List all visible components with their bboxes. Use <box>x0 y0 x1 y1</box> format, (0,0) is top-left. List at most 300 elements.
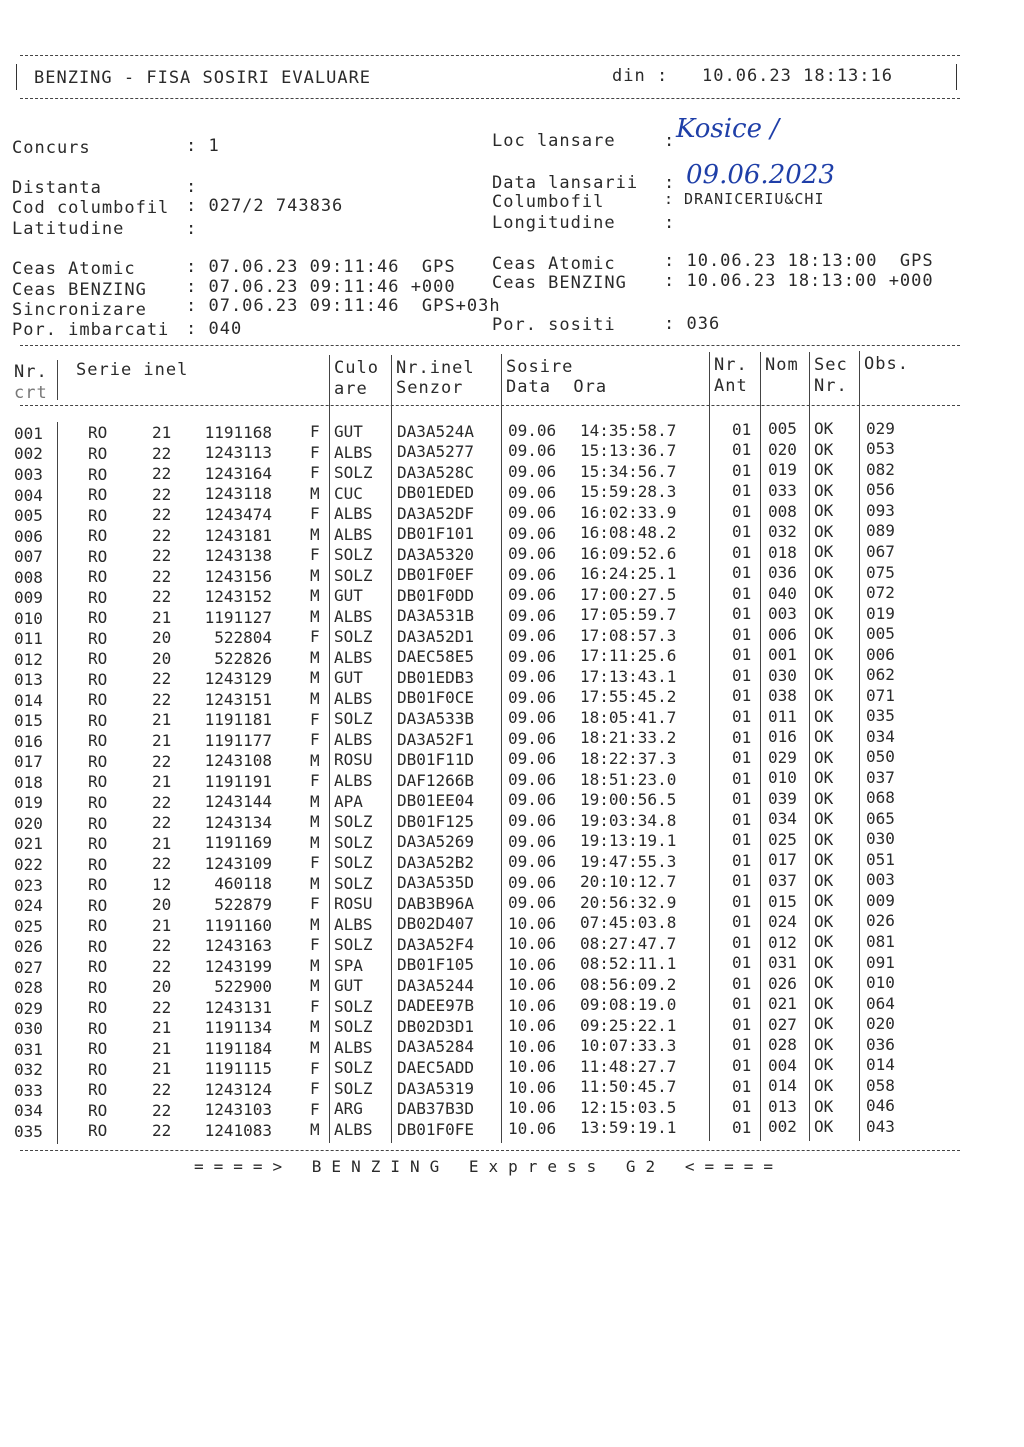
row-date: 10.06 <box>508 1057 557 1077</box>
por-sositi-label: Por. sositi <box>492 315 616 335</box>
col-culoare-2: are <box>334 379 368 399</box>
row-sec: OK <box>814 993 834 1013</box>
row-obs: 030 <box>866 829 895 849</box>
row-year: 21 <box>152 423 172 443</box>
row-country: RO <box>88 731 108 751</box>
row-obs: 056 <box>866 480 895 500</box>
row-nom: 010 <box>768 768 797 788</box>
ceas-benzing-2-value: : 10.06.23 18:13:00 +000 <box>664 271 934 291</box>
row-sec: OK <box>814 419 834 439</box>
row-ant: 01 <box>732 1117 752 1137</box>
row-ring: 1241083 <box>204 1120 272 1140</box>
row-nr: 006 <box>14 526 43 546</box>
row-ring: 1243131 <box>204 997 272 1017</box>
row-sex: F <box>310 422 320 442</box>
row-nom: 030 <box>768 665 797 685</box>
por-imbarcati-label: Por. imbarcati <box>12 320 170 340</box>
row-ring: 1243138 <box>204 546 272 566</box>
row-sensor: DB01F0FE <box>397 1119 475 1139</box>
row-color: ALBS <box>334 606 373 626</box>
row-ring: 1243103 <box>204 1100 272 1120</box>
row-date: 09.06 <box>508 523 557 543</box>
row-color: ROSU <box>334 894 373 914</box>
row-sensor: DAF1266B <box>397 770 475 790</box>
row-color: GUT <box>334 668 363 688</box>
row-ant: 01 <box>732 768 752 788</box>
sincronizare-label: Sincronizare <box>12 300 147 320</box>
row-year: 22 <box>152 587 172 607</box>
row-ant: 01 <box>732 1097 752 1117</box>
row-time: 13:59:19.1 <box>580 1118 677 1138</box>
table-header-rule <box>20 405 960 406</box>
row-obs: 037 <box>866 767 895 787</box>
row-nom: 018 <box>768 542 797 562</box>
row-sec: OK <box>814 891 834 911</box>
row-obs: 009 <box>866 890 895 910</box>
row-sec: OK <box>814 439 834 459</box>
columbofil-label: Columbofil <box>492 192 605 212</box>
row-ring: 1243156 <box>204 566 272 586</box>
row-country: RO <box>88 690 108 710</box>
row-obs: 062 <box>866 665 895 685</box>
row-obs: 014 <box>866 1055 895 1075</box>
row-sensor: DA3A528C <box>397 462 475 482</box>
row-country: RO <box>88 669 108 689</box>
row-sensor: DA3A5284 <box>397 1037 475 1057</box>
table-row <box>0 1116 1024 1144</box>
row-obs: 091 <box>866 952 895 972</box>
row-ant: 01 <box>732 973 752 993</box>
col-nr-inel-2: Senzor <box>396 378 464 398</box>
row-sensor: DA3A5277 <box>397 442 475 462</box>
col-sec-nr-2: Nr. <box>814 376 848 396</box>
row-country: RO <box>88 1080 108 1100</box>
report-date-value: 10.06.23 18:13:16 <box>702 66 893 86</box>
row-sensor: DA3A531B <box>397 606 475 626</box>
row-nom: 039 <box>768 788 797 808</box>
row-obs: 081 <box>866 932 895 952</box>
row-ant: 01 <box>732 481 752 501</box>
row-obs: 026 <box>866 911 895 931</box>
row-color: SOLZ <box>334 832 373 852</box>
row-obs: 068 <box>866 788 895 808</box>
row-sec: OK <box>814 1096 834 1116</box>
row-nr: 018 <box>14 772 43 792</box>
row-ring: 1243144 <box>204 792 272 812</box>
row-nr: 021 <box>14 834 43 854</box>
row-sex: M <box>310 586 320 606</box>
row-sensor: DA3A5269 <box>397 832 475 852</box>
row-sex: F <box>310 1058 320 1078</box>
row-time: 19:03:34.8 <box>580 810 677 830</box>
loc-lansare-sep: : <box>664 131 676 151</box>
row-date: 09.06 <box>508 831 557 851</box>
row-nr: 009 <box>14 588 43 608</box>
row-time: 16:24:25.1 <box>580 564 677 584</box>
ceas-atomic-2-label: Ceas Atomic <box>492 254 616 274</box>
row-ring: 1243113 <box>204 443 272 463</box>
row-sex: M <box>310 689 320 708</box>
row-ring: 1243163 <box>204 936 272 956</box>
row-obs: 075 <box>866 562 895 582</box>
row-year: 22 <box>152 669 172 689</box>
row-color: GUT <box>334 422 363 441</box>
row-ant: 01 <box>732 953 752 973</box>
row-date: 10.06 <box>508 954 557 974</box>
row-sec: OK <box>814 562 834 582</box>
row-sex: M <box>310 976 320 996</box>
row-ant: 01 <box>732 1055 752 1075</box>
row-nom: 037 <box>768 871 797 891</box>
row-ring: 522826 <box>214 648 272 668</box>
row-country: RO <box>88 485 108 505</box>
cod-columbofil-label: Cod columbofil <box>12 198 170 218</box>
row-color: SOLZ <box>334 812 373 832</box>
row-ant: 01 <box>732 604 752 624</box>
row-sex: F <box>310 1099 320 1119</box>
row-year: 22 <box>152 505 172 525</box>
row-nr: 022 <box>14 855 43 874</box>
row-color: CUC <box>334 483 363 503</box>
row-time: 12:15:03.5 <box>580 1097 677 1117</box>
row-country: RO <box>88 587 108 607</box>
row-country: RO <box>88 854 108 874</box>
row-time: 09:25:22.1 <box>580 1015 677 1035</box>
row-date: 09.06 <box>508 852 557 872</box>
row-time: 15:34:56.7 <box>580 461 677 481</box>
row-sex: M <box>310 1037 320 1057</box>
row-year: 22 <box>152 1100 172 1120</box>
row-nr: 029 <box>14 998 43 1018</box>
row-nom: 017 <box>768 850 797 870</box>
row-time: 11:48:27.7 <box>580 1056 677 1076</box>
row-nr: 005 <box>14 506 43 526</box>
row-date: 09.06 <box>508 893 557 913</box>
row-nr: 020 <box>14 813 43 833</box>
row-year: 20 <box>152 895 172 915</box>
row-sec: OK <box>814 1055 834 1075</box>
col-nr-crt-2: crt <box>14 383 48 403</box>
row-country: RO <box>88 505 108 525</box>
ceas-atomic-label: Ceas Atomic <box>12 259 136 279</box>
row-year: 21 <box>152 833 172 853</box>
row-date: 09.06 <box>508 790 557 810</box>
row-year: 22 <box>152 525 172 545</box>
row-sensor: DB01EE04 <box>397 791 475 811</box>
row-ring: 1191169 <box>204 833 272 853</box>
row-nom: 031 <box>768 953 797 973</box>
col-nr-crt-1: Nr. <box>14 362 48 382</box>
cod-columbofil-value: : 027/2 743836 <box>186 196 344 216</box>
row-obs: 006 <box>866 644 895 664</box>
row-date: 09.06 <box>508 708 557 728</box>
col-sosire-1: Sosire <box>506 357 574 377</box>
row-color: SOLZ <box>334 935 373 955</box>
row-ant: 01 <box>732 748 752 768</box>
row-ring: 1243129 <box>204 669 272 689</box>
row-time: 18:21:33.2 <box>580 728 677 748</box>
row-country: RO <box>88 957 108 977</box>
row-sec: OK <box>814 521 834 541</box>
row-nr: 002 <box>14 444 43 464</box>
row-year: 22 <box>152 1079 172 1099</box>
row-nr: 027 <box>14 957 43 977</box>
row-sensor: DA3A524A <box>397 421 475 441</box>
row-nom: 034 <box>768 809 797 829</box>
row-ant: 01 <box>732 1076 752 1096</box>
row-date: 09.06 <box>508 769 557 789</box>
row-ring: 1191181 <box>204 710 272 730</box>
row-sex: F <box>310 730 320 750</box>
row-country: RO <box>88 628 108 648</box>
row-sensor: DA3A52D1 <box>397 626 475 646</box>
row-color: SOLZ <box>334 996 373 1016</box>
row-ant: 01 <box>732 542 752 562</box>
row-color: SOLZ <box>334 709 373 729</box>
row-color: SOLZ <box>334 873 373 893</box>
row-obs: 067 <box>866 541 895 561</box>
row-sensor: DA3A535D <box>397 873 475 893</box>
row-ant: 01 <box>732 891 752 911</box>
row-time: 18:22:37.3 <box>580 748 677 768</box>
row-sec: OK <box>814 542 834 562</box>
row-ant: 01 <box>732 460 752 480</box>
col-nr-inel-1: Nr.inel <box>396 358 475 378</box>
row-nom: 011 <box>768 706 797 726</box>
row-sensor: DB01F105 <box>397 955 475 975</box>
row-sec: OK <box>814 727 834 747</box>
row-nom: 033 <box>768 480 797 500</box>
row-date: 10.06 <box>508 1036 557 1056</box>
row-sec: OK <box>814 850 834 870</box>
ceas-atomic-2-value: : 10.06.23 18:13:00 GPS <box>664 251 934 271</box>
row-sex: M <box>310 812 320 832</box>
row-obs: 053 <box>866 439 895 459</box>
ceas-atomic-value: : 07.06.23 09:11:46 GPS <box>186 257 456 277</box>
row-sensor: DAEC5ADD <box>397 1057 475 1077</box>
row-date: 09.06 <box>508 872 557 892</box>
row-time: 17:55:45.2 <box>580 687 677 707</box>
row-year: 22 <box>152 751 172 771</box>
row-nr: 004 <box>14 485 43 505</box>
row-nr: 011 <box>14 629 43 649</box>
row-sec: OK <box>814 973 834 993</box>
row-year: 22 <box>152 813 172 833</box>
row-sensor: DAB37B3D <box>397 1099 475 1119</box>
row-sensor: DB02D3D1 <box>397 1016 475 1036</box>
row-country: RO <box>88 1100 108 1120</box>
row-ant: 01 <box>732 707 752 726</box>
row-obs: 036 <box>866 1034 895 1054</box>
ceas-benzing-value: : 07.06.23 09:11:46 +000 <box>186 277 456 297</box>
row-year: 22 <box>152 997 172 1017</box>
row-ring: 1243199 <box>204 956 272 976</box>
row-nom: 008 <box>768 501 797 521</box>
row-country: RO <box>88 1018 108 1038</box>
row-date: 09.06 <box>508 626 557 646</box>
row-country: RO <box>88 916 108 936</box>
row-ring: 1243181 <box>204 525 272 545</box>
row-nom: 003 <box>768 604 797 624</box>
row-ant: 01 <box>732 583 752 603</box>
row-date: 10.06 <box>508 934 557 954</box>
row-time: 10:07:33.3 <box>580 1036 677 1056</box>
row-nom: 025 <box>768 829 797 849</box>
row-sex: F <box>310 545 320 565</box>
row-color: ROSU <box>334 750 373 770</box>
row-date: 09.06 <box>508 749 557 769</box>
row-ring: 1243118 <box>204 484 272 504</box>
row-sex: M <box>310 1120 320 1140</box>
sincronizare-value: : 07.06.23 09:11:46 GPS+03h <box>186 296 501 316</box>
row-ring: 1243474 <box>204 504 272 524</box>
row-nom: 015 <box>768 891 797 911</box>
row-color: SOLZ <box>334 1078 373 1098</box>
row-time: 15:13:36.7 <box>580 441 677 461</box>
row-time: 17:11:25.6 <box>580 646 677 666</box>
row-country: RO <box>88 710 108 730</box>
row-sec: OK <box>814 1014 834 1034</box>
row-sex: M <box>310 606 320 626</box>
row-date: 10.06 <box>508 1118 557 1138</box>
row-nr: 030 <box>14 1019 43 1039</box>
por-sositi-value: : 036 <box>664 314 721 334</box>
row-year: 21 <box>152 1059 172 1079</box>
row-year: 21 <box>152 731 172 751</box>
row-date: 09.06 <box>508 462 557 482</box>
row-color: APA <box>334 791 363 811</box>
row-sec: OK <box>814 480 834 500</box>
row-sec: OK <box>814 932 834 952</box>
row-time: 17:05:59.7 <box>580 605 677 625</box>
row-ring: 1243134 <box>204 812 272 832</box>
row-ant: 01 <box>732 789 752 809</box>
row-country: RO <box>88 875 108 895</box>
row-time: 19:47:55.3 <box>580 851 677 871</box>
row-sex: F <box>310 853 320 873</box>
row-ant: 01 <box>732 624 752 644</box>
row-obs: 064 <box>866 993 895 1013</box>
row-country: RO <box>88 772 108 792</box>
row-sec: OK <box>814 624 834 644</box>
distanta-label: Distanta <box>12 178 102 198</box>
row-sensor: DA3A52F1 <box>397 729 475 749</box>
row-year: 12 <box>152 874 172 894</box>
row-obs: 050 <box>866 747 895 767</box>
row-color: SOLZ <box>334 1058 373 1078</box>
row-date: 10.06 <box>508 975 557 995</box>
row-obs: 020 <box>866 1014 895 1034</box>
row-country: RO <box>88 998 108 1018</box>
columbofil-value: : DRANICERIU&CHI <box>664 190 825 208</box>
row-time: 08:56:09.2 <box>580 974 677 994</box>
por-imbarcati-value: : 040 <box>186 319 243 339</box>
row-country: RO <box>88 1121 108 1141</box>
row-ant: 01 <box>732 645 752 665</box>
row-nr: 026 <box>14 937 43 957</box>
row-ring: 1243152 <box>204 587 272 607</box>
row-sec: OK <box>814 768 834 788</box>
row-year: 22 <box>152 1121 172 1141</box>
row-year: 22 <box>152 792 172 812</box>
row-obs: 034 <box>866 726 895 746</box>
row-ant: 01 <box>732 1014 752 1034</box>
row-ring: 1243164 <box>204 463 272 483</box>
row-sensor: DADEE97B <box>397 996 475 1016</box>
row-nom: 021 <box>768 994 797 1014</box>
row-country: RO <box>88 1059 108 1079</box>
row-time: 18:05:41.7 <box>580 707 677 727</box>
row-sensor: DB01EDED <box>397 483 475 503</box>
row-sec: OK <box>814 1034 834 1054</box>
row-date: 09.06 <box>508 728 557 748</box>
row-sec: OK <box>814 706 834 726</box>
row-time: 17:13:43.1 <box>580 666 677 686</box>
row-year: 22 <box>152 464 172 484</box>
row-obs: 043 <box>866 1116 895 1136</box>
header-top-rule <box>20 55 960 56</box>
row-color: SOLZ <box>334 565 373 585</box>
row-nom: 002 <box>768 1117 797 1137</box>
row-color: ALBS <box>334 770 373 790</box>
row-year: 21 <box>152 710 172 730</box>
row-sensor: DA3A5320 <box>397 544 475 564</box>
col-obs: Obs. <box>864 354 909 374</box>
row-time: 17:08:57.3 <box>580 625 677 645</box>
row-sec: OK <box>814 460 834 480</box>
row-time: 07:45:03.8 <box>580 913 677 933</box>
row-year: 22 <box>152 956 172 976</box>
row-ring: 1243109 <box>204 853 272 873</box>
row-sensor: DB01F101 <box>397 524 475 544</box>
row-time: 11:50:45.7 <box>580 1077 677 1097</box>
row-ant: 01 <box>732 850 752 870</box>
row-sensor: DB01F0EF <box>397 565 475 585</box>
row-time: 18:51:23.0 <box>580 769 677 789</box>
row-country: RO <box>88 608 108 628</box>
ceas-benzing-2-label: Ceas BENZING <box>492 273 627 293</box>
row-nom: 019 <box>768 460 797 480</box>
row-date: 09.06 <box>508 482 557 502</box>
row-obs: 005 <box>866 624 895 644</box>
row-date: 09.06 <box>508 687 557 707</box>
distanta-value: : <box>186 177 198 197</box>
row-country: RO <box>88 936 108 956</box>
col-culoare-1: Culo <box>334 358 379 378</box>
table-bottom-rule <box>20 1150 960 1151</box>
row-ring: 1191168 <box>204 422 272 442</box>
row-country: RO <box>88 751 108 771</box>
ceas-benzing-label: Ceas BENZING <box>12 280 147 300</box>
row-ant: 01 <box>732 440 752 460</box>
row-color: ALBS <box>334 1037 373 1057</box>
sep-nr <box>57 360 58 400</box>
row-sex: F <box>310 771 320 791</box>
row-year: 21 <box>152 1018 172 1038</box>
row-year: 21 <box>152 772 172 792</box>
row-year: 20 <box>152 977 172 997</box>
row-date: 09.06 <box>508 441 557 461</box>
row-country: RO <box>88 977 108 997</box>
row-ant: 01 <box>732 830 752 850</box>
row-sex: M <box>310 873 320 893</box>
row-time: 08:52:11.1 <box>580 954 677 974</box>
row-nr: 035 <box>14 1121 43 1141</box>
row-time: 16:08:48.2 <box>580 523 677 543</box>
col-serie-inel: Serie inel <box>76 360 189 380</box>
row-sensor: DB01F11D <box>397 750 475 770</box>
row-color: ALBS <box>334 914 373 934</box>
